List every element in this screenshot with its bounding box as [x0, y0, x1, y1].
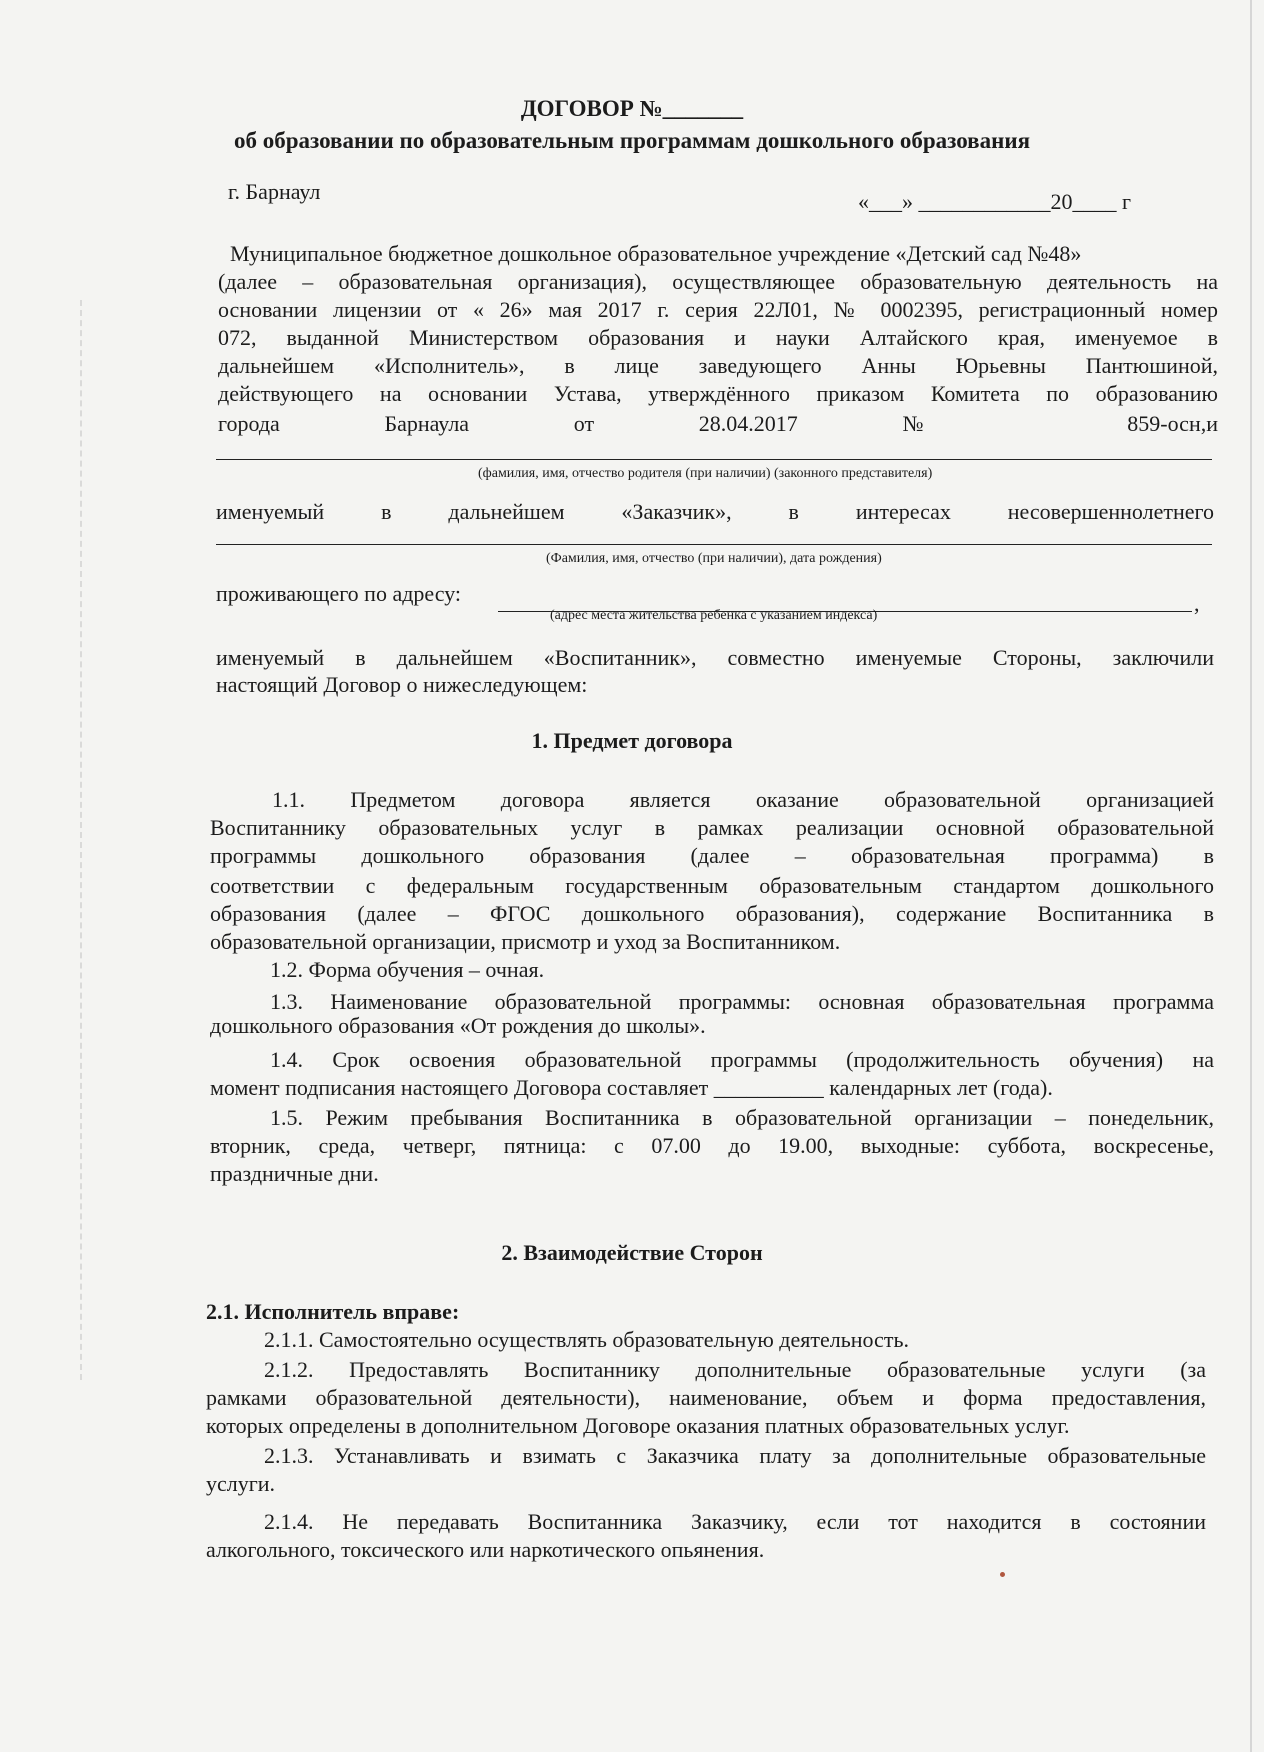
- customer-line: именуемый в дальнейшем «Заказчик», в интересах несовершеннолетнего: [216, 499, 1214, 524]
- child-name-caption: (Фамилия, имя, отчество (при наличии), дата рождения): [546, 551, 882, 566]
- preamble-line: 072, выданной Министерством образования и науки Алтайского края, именуемое в: [218, 325, 1218, 350]
- section2-line: 2.1.1. Самостоятельно осуществлять образовательную деятельность.: [264, 1327, 909, 1352]
- preamble-line: (далее – образовательная организация), осуществляющее образовательную деятельность на: [218, 269, 1218, 294]
- closing-line: настоящий Договор о нижеследующем:: [216, 672, 588, 697]
- section1-line: образования (далее – ФГОС дошкольного образования), содержание Воспитанника в: [210, 901, 1214, 926]
- parent-name-line: [216, 459, 1212, 460]
- section1-line: Воспитаннику образовательных услуг в рамках реализации основной образовательной: [210, 815, 1214, 840]
- section1-line: 1.2. Форма обучения – очная.: [270, 957, 545, 982]
- section2-line: 2.1.2. Предоставлять Воспитаннику дополнительные образовательные услуги (за: [264, 1357, 1206, 1382]
- preamble-line: Муниципальное бюджетное дошкольное образовательное учреждение «Детский сад №48»: [230, 241, 1082, 266]
- section1-line: образовательной организации, присмотр и уход за Воспитанником.: [210, 929, 841, 954]
- child-name-line: [216, 544, 1212, 545]
- section2-line: 2.1.4. Не передавать Воспитанника Заказчику, если тот находится в состоянии: [264, 1509, 1206, 1534]
- section1-line: 1.1. Предметом договора является оказание образовательной организацией: [272, 787, 1214, 812]
- section1-line: праздничные дни.: [210, 1161, 379, 1186]
- preamble-line: дальнейшем «Исполнитель», в лице заведующего Анны Юрьевны Пантюшиной,: [218, 353, 1218, 378]
- date-line: «___» ____________20____ г: [858, 189, 1132, 214]
- document-title: ДОГОВОР №_______: [520, 96, 744, 121]
- section1-line: 1.4. Срок освоения образовательной программы (продолжительность обучения) на: [270, 1047, 1214, 1072]
- section2-line: алкогольного, токсического или наркотического опьянения.: [206, 1537, 765, 1562]
- document-subtitle: об образовании по образовательным программам дошкольного образования: [233, 128, 1031, 153]
- section2-line: рамками образовательной деятельности), наименование, объем и форма предоставления,: [206, 1385, 1206, 1410]
- address-end: ,: [1194, 591, 1200, 616]
- section1-line: 1.5. Режим пребывания Воспитанника в образовательной организации – понедельник,: [270, 1105, 1214, 1130]
- preamble-line: основании лицензии от « 26» мая 2017 г. серия 22Л01, № 0002395, регистрационный номер: [218, 297, 1218, 322]
- preamble-line: действующего на основании Устава, утверждённого приказом Комитета по образованию: [218, 381, 1218, 406]
- section1-heading: 1. Предмет договора: [531, 728, 733, 753]
- binding-thread: [80, 300, 86, 1380]
- section2-line: услуги.: [206, 1471, 276, 1496]
- scan-speck: [1250, 0, 1252, 1752]
- section1-line: программы дошкольного образования (далее – образовательная программа) в: [210, 843, 1214, 868]
- section2-line: которых определены в дополнительном Договоре оказания платных образовательных услуг.: [206, 1413, 1070, 1438]
- address-caption: (адрес места жительства ребенка с указанием индекса): [550, 608, 878, 623]
- preamble-line: города Барнаула от 28.04.2017 № 859-осн,и: [218, 411, 1218, 436]
- section1-line: 1.3. Наименование образовательной программы: основная образовательная программа: [270, 989, 1214, 1014]
- section1-line: вторник, среда, четверг, пятница: с 07.00 до 19.00, выходные: суббота, воскресенье,: [210, 1133, 1214, 1158]
- section2-subheading: 2.1. Исполнитель вправе:: [206, 1299, 460, 1324]
- section2-line: 2.1.3. Устанавливать и взимать с Заказчика плату за дополнительные образовательные: [264, 1443, 1206, 1468]
- section1-line: дошкольного образования «От рождения до школы».: [210, 1013, 706, 1038]
- section1-line: соответствии с федеральным государственным образовательным стандартом дошкольного: [210, 873, 1214, 898]
- city: г. Барнаул: [228, 179, 321, 204]
- scan-speck: [1000, 1572, 1005, 1577]
- section2-heading: 2. Взаимодействие Сторон: [501, 1240, 763, 1265]
- parent-name-caption: (фамилия, имя, отчество родителя (при наличии) (законного представителя): [478, 466, 933, 481]
- address-label: проживающего по адресу:: [216, 581, 462, 606]
- section1-line: момент подписания настоящего Договора составляет __________ календарных лет (года).: [210, 1075, 1053, 1100]
- closing-line: именуемый в дальнейшем «Воспитанник», совместно именуемые Стороны, заключили: [216, 645, 1214, 670]
